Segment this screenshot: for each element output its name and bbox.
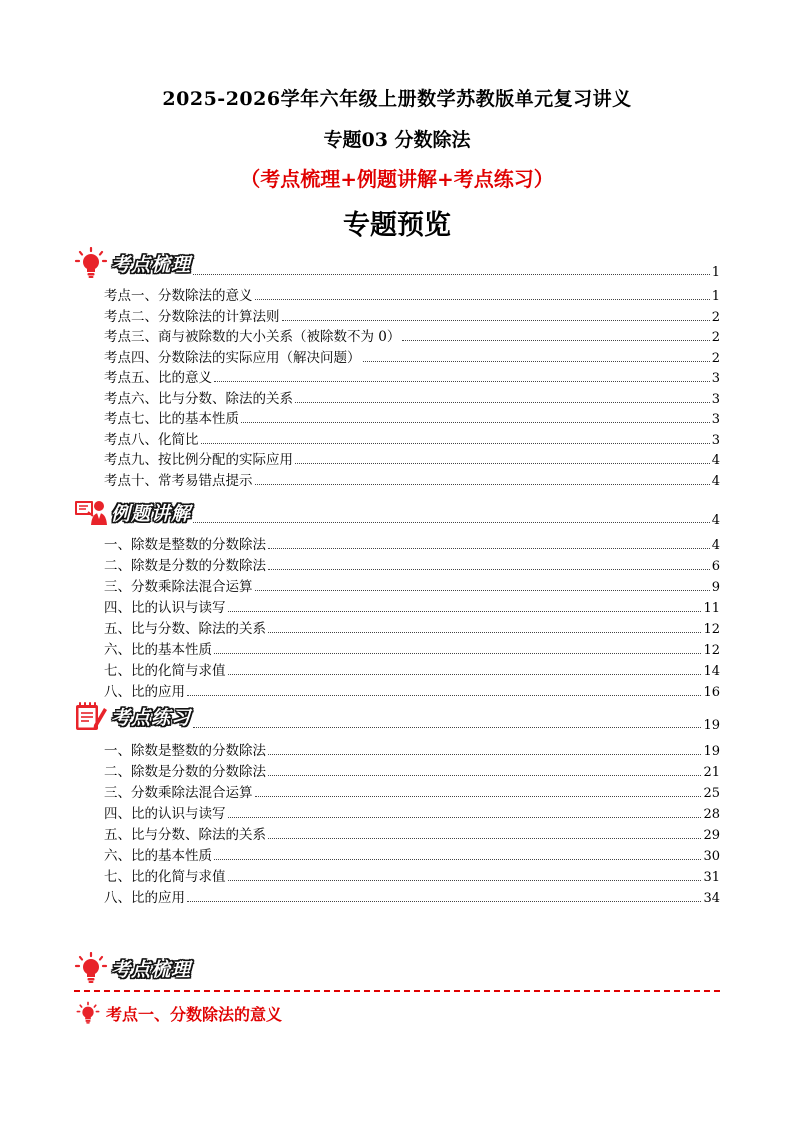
toc-item[interactable]: 三、分数乘除法混合运算 9 bbox=[104, 579, 720, 595]
toc-item[interactable]: 七、比的化简与求值 31 bbox=[104, 869, 720, 885]
toc-item[interactable]: 考点二、分数除法的计算法则 2 bbox=[104, 308, 720, 325]
toc-item[interactable]: 考点八、化简比 3 bbox=[104, 431, 720, 448]
body-point-title: 考点一、分数除法的意义 bbox=[106, 1004, 283, 1024]
body-section-label: 考点梳理 bbox=[111, 958, 192, 981]
toc-item[interactable]: 六、比的基本性质 30 bbox=[104, 848, 720, 864]
body-point-header bbox=[76, 1000, 282, 1026]
toc-item[interactable]: 二、除数是分数的分数除法 6 bbox=[104, 558, 720, 574]
lightbulb-icon bbox=[74, 952, 108, 984]
teacher-screen-icon bbox=[74, 497, 108, 527]
toc-section-label: 考点练习 bbox=[111, 706, 192, 729]
toc-item[interactable]: 八、比的应用 16 bbox=[104, 684, 720, 700]
toc-section-kaodian-lianxi[interactable] bbox=[74, 700, 720, 732]
toc-item[interactable]: 考点十、常考易错点提示 4 bbox=[104, 472, 720, 489]
toc-item[interactable]: 七、比的化简与求值 14 bbox=[104, 663, 720, 679]
preview-heading: 专题预览 bbox=[343, 210, 451, 241]
toc-item[interactable]: 考点七、比的基本性质 3 bbox=[104, 411, 720, 427]
toc-page-number: 19 bbox=[703, 718, 720, 733]
document-tagline: （考点梳理+例题讲解+考点练习） bbox=[240, 167, 554, 191]
lightbulb-icon bbox=[76, 1001, 100, 1025]
toc-item[interactable]: 四、比的认识与读写 11 bbox=[104, 600, 720, 616]
toc-item[interactable]: 四、比的认识与读写 28 bbox=[104, 806, 720, 822]
toc-section-label: 例题讲解 bbox=[111, 502, 192, 525]
toc-item[interactable]: 三、分数乘除法混合运算 25 bbox=[104, 785, 720, 801]
toc-item[interactable]: 五、比与分数、除法的关系 12 bbox=[104, 621, 720, 637]
toc-item[interactable]: 考点四、分数除法的实际应用（解决问题） 2 bbox=[104, 349, 720, 366]
toc-section-label: 考点梳理 bbox=[111, 253, 192, 276]
toc-section-liti-jiangjie[interactable] bbox=[74, 495, 720, 527]
toc-section-kaodian-shuli[interactable] bbox=[74, 247, 720, 279]
section-divider bbox=[74, 990, 720, 992]
toc-item[interactable]: 一、除数是整数的分数除法 19 bbox=[104, 743, 720, 759]
document-title: 2025-2026学年六年级上册数学苏教版单元复习讲义 bbox=[162, 88, 632, 110]
toc-item[interactable]: 考点九、按比例分配的实际应用 4 bbox=[104, 452, 720, 468]
lightbulb-icon bbox=[74, 247, 108, 279]
toc-page-number: 1 bbox=[711, 265, 720, 280]
toc-item[interactable]: 考点六、比与分数、除法的关系 3 bbox=[104, 390, 720, 407]
toc-item[interactable]: 二、除数是分数的分数除法 21 bbox=[104, 764, 720, 780]
toc-item[interactable]: 五、比与分数、除法的关系 29 bbox=[104, 827, 720, 843]
toc-item[interactable]: 六、比的基本性质 12 bbox=[104, 642, 720, 658]
document-subtitle: 专题03 分数除法 bbox=[323, 129, 471, 151]
toc-item[interactable]: 考点五、比的意义 3 bbox=[104, 370, 720, 386]
toc-item[interactable]: 考点一、分数除法的意义 1 bbox=[104, 288, 720, 304]
toc-item[interactable]: 一、除数是整数的分数除法 4 bbox=[104, 537, 720, 553]
toc-page-number: 4 bbox=[711, 513, 720, 528]
body-section-header bbox=[74, 950, 191, 986]
notepad-pencil-icon bbox=[74, 700, 108, 732]
toc-item[interactable]: 考点三、商与被除数的大小关系（被除数不为 0） 2 bbox=[104, 329, 720, 345]
toc-item[interactable]: 八、比的应用 34 bbox=[104, 890, 720, 906]
